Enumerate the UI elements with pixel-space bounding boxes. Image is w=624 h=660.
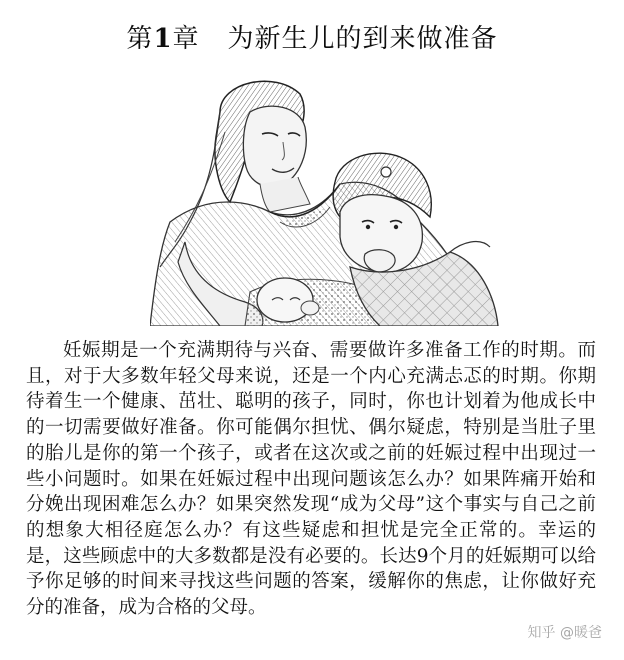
- chapter-number: 1: [153, 24, 173, 54]
- chapter-title-text: 为新生儿的到来做准备: [227, 24, 498, 54]
- chapter-title: [0, 18, 624, 55]
- mother-with-children-illustration: [150, 72, 500, 326]
- watermark: 知乎 @暖爸: [527, 625, 602, 641]
- chapter-suffix: 章: [172, 24, 200, 54]
- body-text: [26, 338, 596, 621]
- hair-clip: [381, 167, 391, 177]
- chapter-prefix: 第: [126, 24, 154, 54]
- newborn-head: [257, 278, 313, 322]
- intro-paragraph: 妊娠期是一个充满期待与兴奋、需要做许多准备工作的时期。而且，对于大多数年轻父母来说，还是一个内心充满忐忑的时期。你期待着生一个健康、茁壮、聪明的孩子，同时，你也计划着为他成长中的一切需要做好准备。你可能偶尔担忧、偶尔疑虑，特别是当肚子里的胎儿是你的第一个孩子，或者在这次或之前的妊娠过程中出现过一些小问题时。如果在妊娠过程中出现问题该怎么办？如果阵痛开始和分娩出现困难怎么办？如果突然发现“成为父母”这个事实与自己之前的想象大相径庭怎么办？有这些疑虑和担忧是完全正常的。幸运的是，这些顾虑中的大多数都是没有必要的。长达9个月的妊娠期可以给予你足够的时间来寻找这些问题的答案，缓解你的焦虑，让你做好充分的准备，成为合格的父母。: [26, 340, 596, 619]
- mother-face: [243, 106, 306, 188]
